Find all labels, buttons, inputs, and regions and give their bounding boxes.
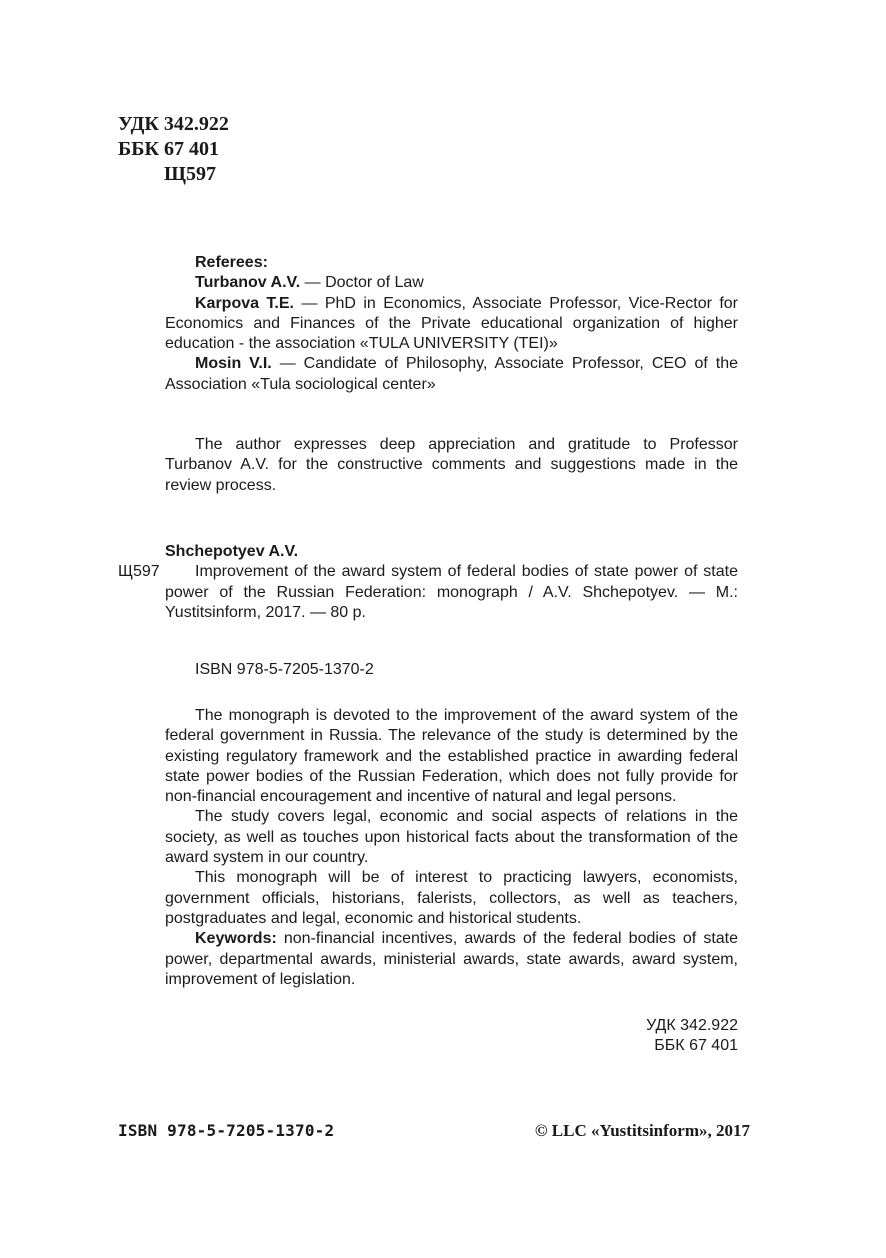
referee-2-name: Karpova T.E. — [195, 294, 294, 312]
referee-1-text: — Doctor of Law — [300, 274, 424, 292]
referee-3 — [165, 354, 738, 395]
bottom-bbk-code: ББК 67 401 — [654, 1037, 738, 1055]
keywords-label: Keywords: — [195, 930, 277, 948]
citation-text: Improvement of the award system of federal bodies of state power of state power of the Russian Federation: monograph / A.V. Shchepotyev. — M.: Yustitsinform, 2017. — 80 p. — [165, 563, 738, 621]
author-mark: Щ597 — [164, 163, 216, 185]
referees-section — [165, 253, 738, 395]
acknowledgement-section — [165, 435, 738, 496]
referee-1-name: Turbanov A.V. — [195, 274, 301, 292]
bbk-code: ББК 67 401 — [118, 138, 219, 160]
citation-section — [165, 542, 738, 623]
footer-isbn: ISBN 978-5-7205-1370-2 — [118, 1121, 335, 1140]
isbn-section — [165, 660, 738, 680]
citation-author: Shchepotyev A.V. — [165, 543, 299, 560]
referee-2 — [165, 294, 738, 355]
keywords-text: non-financial incentives, awards of the federal bodies of state power, departmental awards, ministerial awards, state awards, award system, improvement of legislation. — [165, 930, 738, 988]
abstract-paragraph-2: The study covers legal, economic and social aspects of relations in the society, as well as touches upon historical facts about the transformation of the award system in our country. — [165, 808, 738, 867]
referee-3-name: Mosin V.I. — [195, 355, 272, 373]
acknowledgement-text: The author expresses deep appreciation and gratitude to Professor Turbanov A.V. for the constructive comments and suggestions made in the review process. — [165, 436, 738, 494]
referees-heading: Referees: — [195, 254, 268, 271]
udk-code: УДК 342.922 — [118, 113, 229, 135]
keywords-paragraph — [165, 929, 738, 990]
footer-copyright: © LLC «Yustitsinform», 2017 — [534, 1121, 750, 1140]
abstract-paragraph-3: This monograph will be of interest to practicing lawyers, economists, government officials, historians, falerists, collectors, as well as teachers, postgraduates and legal, economic and historical students. — [165, 869, 738, 927]
classification-codes — [118, 112, 229, 187]
referee-2-text: — PhD in Economics, Associate Professor, Vice-Rector for Economics and Finances of the Private educational organization of higher education - the association «TULA UNIVERSITY (TEI)» — [165, 294, 739, 353]
isbn-text: ISBN 978-5-7205-1370-2 — [195, 661, 374, 678]
bottom-udk-code: УДК 342.922 — [646, 1017, 738, 1034]
abstract-section — [165, 706, 738, 990]
citation-mark: Щ597 — [118, 563, 160, 581]
abstract-paragraph-1: The monograph is devoted to the improvement of the award system of the federal government in Russia. The relevance of the study is determined by the existing regulatory framework and the established practice in awarding federal state power bodies of the Russian Federation, which does not fully provide for non-financial encouragement and incentive of natural and legal persons. — [165, 707, 738, 806]
referee-1 — [165, 273, 738, 293]
referee-3-text: — Candidate of Philosophy, Associate Professor, CEO of the Association «Tula sociological center» — [165, 355, 739, 393]
bottom-classification-codes — [646, 1016, 738, 1057]
